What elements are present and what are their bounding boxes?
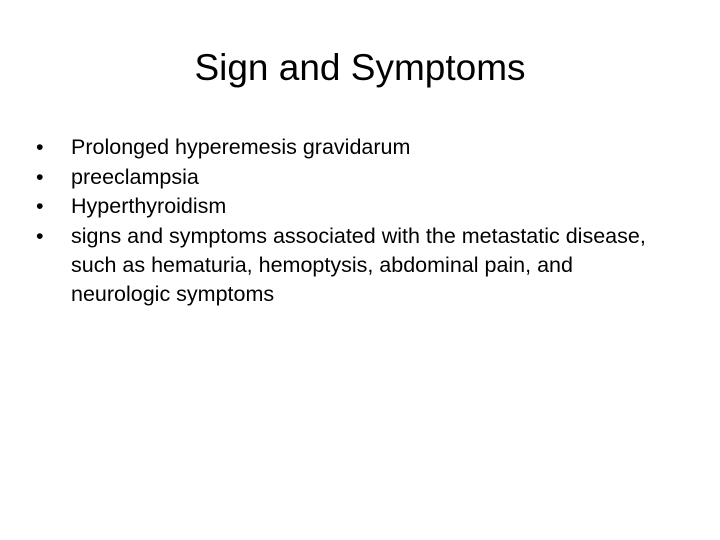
bullet-icon: • (36, 135, 44, 159)
bullet-icon: • (36, 194, 44, 218)
bullet-text: Prolonged hyperemesis gravidarum (71, 135, 411, 159)
bullet-icon: • (36, 223, 44, 248)
bullet-item-hyperthyroidism (36, 192, 676, 221)
bullet-item-metastatic-symptoms (36, 222, 676, 309)
bullet-item-hyperemesis (36, 133, 676, 162)
bullet-text: Hyperthyroidism (71, 194, 227, 218)
bullet-item-preeclampsia (36, 163, 676, 192)
bullet-list (36, 133, 676, 309)
slide-title: Sign and Symptoms (194, 47, 526, 88)
bullet-text: preeclampsia (71, 164, 199, 189)
bullet-icon: • (36, 164, 44, 189)
bullet-text: signs and symptoms associated with the metastatic disease, such as hematuria, hemoptysis, abdominal pain, and neurologic symptoms (71, 223, 646, 306)
